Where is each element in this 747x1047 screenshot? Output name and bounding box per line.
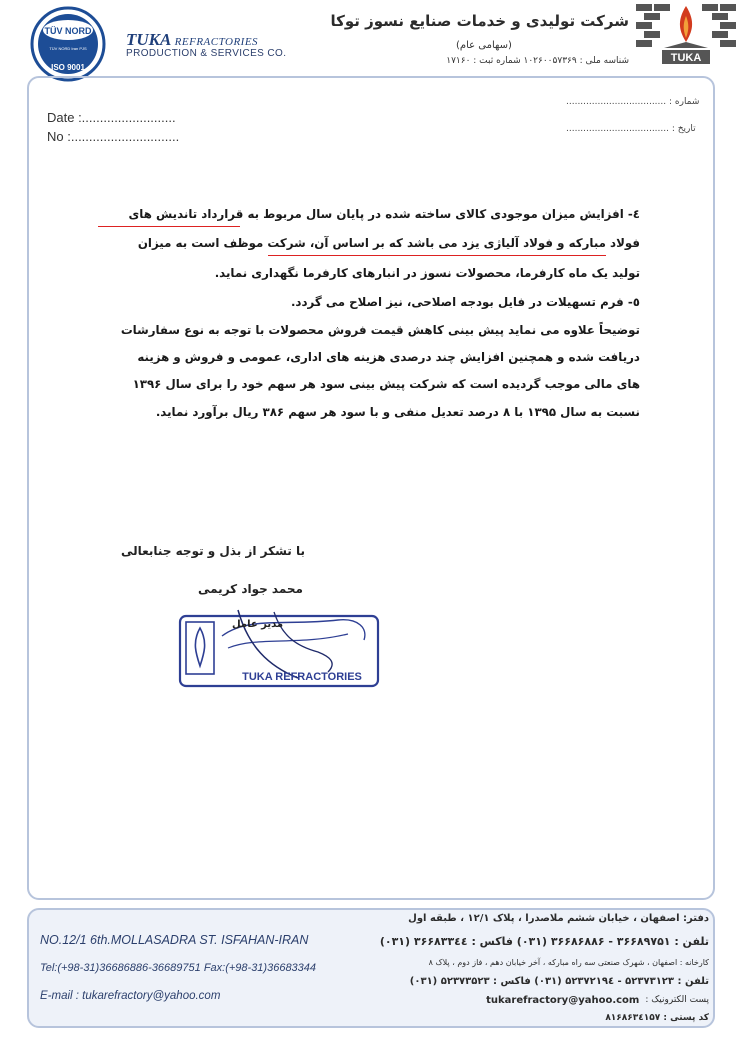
desc-line2: دریافت شده و همچنین افزایش چند درصدی هزینه های اداری، عمومی و فروش و هزینه — [137, 350, 640, 364]
footer-email-en: E-mail : tukarefractory@yahoo.com — [40, 990, 221, 1002]
item4-line2: فولاد مبارکه و فولاد آلیاژی یزد می باشد که بر اساس آن، شرکت موظف است به میزان — [137, 236, 640, 250]
signature-thanks: با تشکر از بذل و توجه جنابعالی — [120, 544, 305, 558]
company-name-fa: شرکت تولیدی و خدمات صنایع نسوز توکا — [330, 12, 629, 30]
footer-factory-fa: کارخانه : اصفهان ، شهرک صنعتی سه راه مبارکه ، آخر خیابان دهم ، فاز دوم ، پلاک ٨ — [428, 958, 709, 967]
date-field: Date :.......................... — [47, 110, 176, 125]
desc-line3: های مالی موجب گردیده است که شرکت پیش بینی سود هر سهم خود را برای سال ۱۳۹۶ — [132, 377, 640, 391]
item5-line1: ٥- فرم تسهیلات در فایل بودجه اصلاحی، نیز اصلاح می گردد. — [290, 295, 640, 309]
desc-line4: نسبت به سال ۱۳۹۵ با ۸ درصد تعدیل منفی و با سود هر سهم ۳۸۶ ریال برآورد نماید. — [155, 405, 640, 419]
number-field-fa: شماره : ................................... — [566, 97, 700, 107]
footer-email-label-fa: پست الکترونیک : — [645, 995, 709, 1005]
footer-factory-phone-fa: تلفن : ۵۲۳۷۳۱۲۳ - ۵۲۳۷۲۱۹٤ (۰۳۱) فاکس : ۵۲۳۷۳۵۲۳ (۰۳۱) — [409, 976, 709, 987]
number-field: No :.............................. — [47, 129, 180, 144]
red-underline-2 — [268, 255, 606, 256]
item4-line3: تولید یک ماه کارفرما، محصولات نسوز در انبارهای کارفرما نگهداری نماید. — [214, 266, 640, 280]
footer-email-fa — [486, 995, 709, 1006]
tuv-badge-text: TÜV NORD — [44, 26, 92, 36]
stamp-text: TUKA REFRACTORIES — [242, 671, 362, 683]
footer-phone-en: Tel:(+98-31)36686886-36689751 Fax:(+98-31)36683344 — [40, 962, 317, 974]
footer-office-phone-fa: تلفن : ۳۶۶۸۹۷۵۱ - ۳۶۶۸۶۸۸۶ (۰۳۱) فاکس : ۳۶۶۸۳۳٤٤ (۰۳۱) — [379, 935, 709, 948]
letter-frame — [27, 76, 715, 900]
desc-line1: توضیحاً علاوه می نماید پیش بینی کاهش قیمت فروش محصولات با توجه به نوع سفارشات — [120, 323, 640, 337]
date-field-fa: تاریخ : .................................... — [566, 124, 696, 134]
brand-refractories: REFRACTORIES — [174, 36, 259, 48]
tuka-flame-logo — [636, 2, 736, 68]
footer-email: tukarefractory@yahoo.com — [486, 995, 640, 1006]
iso-text: ISO 9001 — [51, 63, 85, 72]
footer-office-fa: دفتر: اصفهان ، خیابان ششم ملاصدرا ، پلاک ۱۲/۱ ، طبقه اول — [408, 913, 709, 924]
brand-subtitle: PRODUCTION & SERVICES CO. — [126, 48, 287, 59]
red-underline-1 — [98, 226, 240, 227]
footer-address-en: NO.12/1 6th.MOLLASADRA ST. ISFAHAN-IRAN — [40, 933, 309, 947]
item4-line1: ٤- افزایش میزان موجودی کالای ساخته شده در پایان سال مربوط به قرارداد تاندیش های — [128, 207, 640, 221]
share-type-fa: (سهامی عام) — [456, 40, 512, 51]
brand-tuka: TUKA — [126, 30, 171, 49]
brand-name — [126, 30, 258, 50]
registration-line-fa: شناسه ملی : ۱۰۲۶۰۰۵۷۳۶۹ شماره ثبت : ۱۷۱۶۰ — [446, 56, 629, 66]
signatory-name: محمد جواد کریمی — [198, 582, 303, 596]
tuv-iso-logo — [30, 6, 106, 82]
signatory-title: مدیر عامل — [232, 619, 284, 630]
corner-logo-text: TUKA — [670, 52, 702, 64]
footer-postal-fa: کد پستی : ۸۱۶۸۶۳٤۱۵۷ — [605, 1013, 709, 1023]
tuv-small-text: TÜV NORD Iran PJS — [49, 46, 87, 51]
